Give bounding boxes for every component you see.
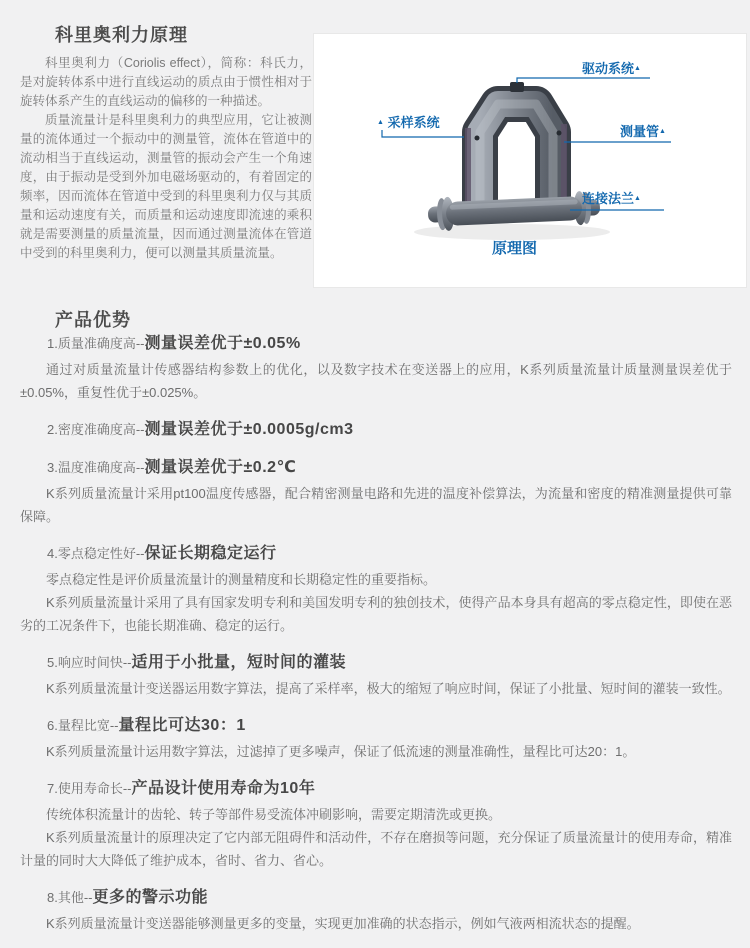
diagram-label-connecting-flange bbox=[582, 192, 641, 209]
advantage-prefix: 3.温度准确度高-- bbox=[47, 460, 145, 475]
diagram-label-text: 采样系统 bbox=[387, 115, 440, 130]
up-arrow-icon: ▲ bbox=[634, 65, 641, 72]
advantage-highlight: 保证长期稳定运行 bbox=[144, 545, 277, 562]
advantage-item bbox=[20, 650, 732, 700]
diagram-label-sampling-system bbox=[377, 116, 440, 133]
advantage-item bbox=[20, 541, 732, 637]
diagram-label-drive-system bbox=[582, 62, 641, 79]
advantage-prefix: 7.使用寿命长-- bbox=[47, 781, 132, 796]
principle-paragraph: 科里奥利力（Coriolis effect），简称：科氏力，是对旋转体系中进行直线运动的质点由于惯性相对于旋转体系产生的直线运动的偏移的一种描述。 bbox=[20, 56, 312, 108]
diagram-label-measuring-tube bbox=[620, 125, 666, 142]
advantage-highlight: 产品设计使用寿命为10年 bbox=[131, 780, 316, 797]
advantage-desc: K系列质量流量计采用pt100温度传感器，配合精密测量电路和先进的温度补偿算法，为流量和密度的精准测量提供可靠保障。 bbox=[20, 486, 732, 524]
diagram-label-text: 连接法兰 bbox=[582, 191, 635, 206]
advantage-prefix: 2.密度准确度高-- bbox=[47, 422, 145, 437]
principle-text-block bbox=[20, 54, 312, 263]
principle-section-title: 科里奥利力原理 bbox=[55, 25, 188, 46]
advantage-prefix: 8.其他-- bbox=[47, 890, 93, 905]
advantage-item bbox=[20, 455, 732, 528]
advantage-highlight: 更多的警示功能 bbox=[92, 889, 209, 906]
advantages-list bbox=[20, 293, 732, 948]
casing-inner-face-left bbox=[465, 128, 471, 206]
advantage-highlight: 适用于小批量，短时间的灌装 bbox=[131, 654, 347, 671]
advantage-highlight: 测量误差优于±0.0005g/cm3 bbox=[144, 421, 354, 438]
principle-diagram-panel bbox=[313, 33, 747, 288]
advantage-prefix: 5.响应时间快-- bbox=[47, 655, 132, 670]
up-arrow-icon: ▲ bbox=[377, 119, 384, 126]
advantage-prefix: 4.零点稳定性好-- bbox=[47, 546, 145, 561]
advantage-highlight: 量程比可达30：1 bbox=[118, 717, 246, 734]
advantage-desc: 零点稳定性是评价质量流量计的测量精度和长期稳定性的重要指标。 bbox=[46, 572, 437, 587]
casing-inner-face-right bbox=[561, 124, 567, 200]
advantage-desc: K系列质量流量计的原理决定了它内部无阻碍件和活动件，不存在磨损等问题，充分保证了质量流量计的使用寿命，精准计量的同时大大降低了维护成本，省时、省力、省心。 bbox=[20, 830, 732, 868]
diagram-label-text: 测量管 bbox=[620, 124, 660, 139]
up-arrow-icon: ▲ bbox=[634, 195, 641, 202]
advantage-item bbox=[20, 331, 732, 404]
advantage-desc: 传统体积流量计的齿轮、转子等部件易受流体冲刷影响，需要定期清洗或更换。 bbox=[46, 807, 502, 822]
advantage-heading bbox=[20, 417, 732, 442]
principle-paragraph: 质量流量计是科里奥利力的典型应用，它让被测量的流体通过一个振动中的测量管，流体在管道中的流动相当于直线运动，测量管的振动会产生一个角速度，由于振动是受到外加电磁场驱动的，有着固定的频率，因而流体在管道中受到的科里奥利力仅与其质量和运动速度有关，而质量和运动速度即流速的乘积就是需要测量的质量流量，因而通过测量流体在管道中受到的科里奥利力，便可以测量其质量流量。 bbox=[20, 113, 312, 260]
advantage-item bbox=[20, 885, 732, 935]
diagram-label-text: 驱动系统 bbox=[582, 61, 635, 76]
advantage-item bbox=[20, 713, 732, 763]
up-arrow-icon: ▲ bbox=[659, 128, 666, 135]
sensor-point-left bbox=[475, 136, 480, 141]
advantage-highlight: 测量误差优于±0.2℃ bbox=[144, 459, 297, 476]
drive-coil bbox=[510, 82, 524, 92]
advantage-desc: K系列质量流量计运用数字算法，过滤掉了更多噪声，保证了低流速的测量准确性，量程比可达20：1。 bbox=[46, 744, 636, 759]
advantage-heading bbox=[20, 541, 732, 566]
advantage-heading bbox=[20, 713, 732, 738]
advantage-item bbox=[20, 417, 732, 442]
advantage-prefix: 1.质量准确度高-- bbox=[47, 336, 145, 351]
advantage-desc: K系列质量流量计变送器运用数字算法，提高了采样率，极大的缩短了响应时间，保证了小批量、短时间的灌装一致性。 bbox=[46, 681, 731, 696]
advantage-heading bbox=[20, 331, 732, 356]
advantage-heading bbox=[20, 455, 732, 480]
advantage-desc: K系列质量流量计采用了具有国家发明专利和美国发明专利的独创技术，使得产品本身具有超高的零点稳定性，即使在恶劣的工况条件下，也能长期准确、稳定的运行。 bbox=[20, 595, 732, 633]
advantage-heading bbox=[20, 776, 732, 801]
diagram-caption: 原理图 bbox=[491, 240, 537, 257]
advantage-desc: K系列质量流量计变送器能够测量更多的变量，实现更加准确的状态指示，例如气液两相流状态的提醒。 bbox=[46, 916, 640, 931]
advantage-highlight: 测量误差优于±0.05% bbox=[144, 335, 301, 352]
advantage-heading bbox=[20, 650, 732, 675]
advantage-desc: 通过对质量流量计传感器结构参数上的优化，以及数字技术在变送器上的应用，K系列质量流量计质量测量误差优于±0.05%，重复性优于±0.025%。 bbox=[20, 362, 732, 400]
advantage-prefix: 6.量程比宽-- bbox=[47, 718, 119, 733]
sensor-point-right bbox=[557, 131, 562, 136]
advantage-item bbox=[20, 776, 732, 872]
advantages-section-title: 产品优势 bbox=[55, 309, 131, 330]
advantage-heading bbox=[20, 885, 732, 910]
